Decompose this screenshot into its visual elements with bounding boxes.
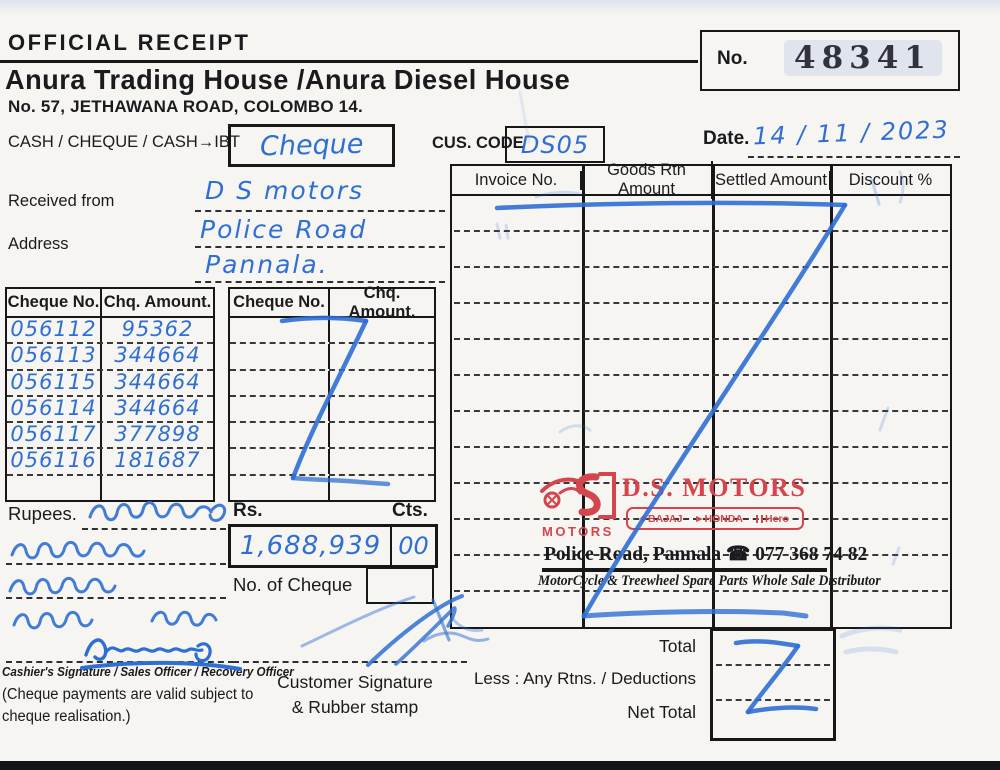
row-line	[454, 410, 948, 412]
cheque-no-value: 056117	[10, 422, 97, 447]
table-row-empty	[230, 318, 434, 344]
totals-row-line	[716, 699, 830, 701]
cheque-table-2-header	[230, 283, 434, 321]
brand-badges	[626, 507, 804, 530]
receipt-number-label: No.	[717, 48, 748, 69]
received-from-handwritten: D S motors	[205, 176, 365, 205]
cheque-no-header: Cheque No.	[230, 289, 330, 316]
date-handwritten: 14 / 11 / 2023	[752, 115, 951, 151]
bajaj-flame-icon	[640, 515, 647, 522]
discount-header: Discount %	[848, 170, 933, 189]
rupees-label: Rupees.	[8, 503, 77, 524]
customer-rubber-stamp-label: & Rubber stamp	[291, 697, 419, 717]
table-row-empty	[230, 371, 434, 397]
cheque-note-line1: (Cheque payments are valid subject to	[2, 686, 254, 703]
ds-motors-logo-icon	[538, 469, 620, 523]
cashier-signature-label: Cashier's Signature / Sales Officer / Recovery Officer	[2, 665, 294, 679]
customer-code-box	[505, 126, 605, 163]
scan-edge-artifact	[0, 0, 1000, 14]
receipt-title: OFFICIAL RECEIPT	[8, 30, 251, 55]
goods-rtn-header: Goods Rtn Amount	[582, 161, 713, 199]
date-label: Date.	[703, 128, 750, 149]
row-line	[454, 446, 948, 448]
table-row	[7, 371, 213, 397]
amount-rupees-handwritten: 1,688,939	[239, 531, 382, 561]
table-row-empty	[230, 423, 434, 449]
cheque-amount-value: 377898	[114, 422, 201, 447]
table-row-empty	[230, 344, 434, 370]
receipt-number-value: 48341	[784, 40, 942, 76]
row-line	[454, 230, 948, 232]
table-row-empty	[7, 476, 213, 500]
stamp-rule	[542, 568, 827, 572]
table-row	[7, 397, 213, 423]
table-row	[7, 344, 213, 370]
date-dashed-line	[748, 156, 960, 158]
rupees-line-4	[6, 661, 234, 663]
table-row-empty	[230, 476, 434, 500]
payment-method-box	[228, 124, 395, 167]
rupees-line-1	[82, 528, 226, 530]
customer-code-handwritten: DS05	[520, 130, 590, 159]
cheque-amount-header: Chq. Amount.	[348, 283, 416, 321]
rupees-line-3	[6, 597, 226, 599]
no-of-cheque-label: No. of Cheque	[233, 574, 353, 595]
amount-box	[228, 524, 438, 568]
cheque-no-value: 056112	[10, 317, 97, 341]
table-row	[7, 449, 213, 475]
dealer-tagline: MotorCycle & Treewheel Spare Parts Whole Sale Distributor	[538, 573, 881, 589]
totals-box	[710, 628, 836, 741]
cheque-amount-value: 95362	[121, 317, 194, 341]
customer-code-label: CUS. CODE	[432, 134, 524, 152]
cheque-note-line2: cheque realisation.)	[2, 708, 131, 725]
cheque-amount-value: 344664	[114, 343, 201, 368]
invoice-table-header	[452, 161, 950, 198]
address-line2-handwritten: Pannala.	[205, 250, 329, 279]
cheque-no-value: 056114	[10, 395, 97, 420]
brand-bajaj: BAJAJ	[648, 512, 683, 525]
row-line	[454, 302, 948, 304]
received-from-label: Received from	[8, 192, 115, 210]
settled-amount-header: Settled Amount	[713, 171, 831, 190]
brand-hero: Hero	[765, 512, 789, 525]
row-line	[454, 266, 948, 268]
totals-row-line	[716, 664, 830, 666]
net-total-label: Net Total	[627, 702, 696, 722]
total-label: Total	[659, 636, 696, 656]
cheque-table-2	[228, 283, 436, 502]
cheque-no-value: 056113	[10, 343, 97, 368]
no-of-cheque-box	[366, 567, 434, 604]
cheque-no-value: 056115	[10, 369, 97, 394]
logo-motors-text: MOTORS	[542, 524, 614, 539]
cheque-amount-value: 181687	[114, 448, 201, 473]
cts-label: Cts.	[392, 500, 428, 521]
payment-method-handwritten: Cheque	[259, 128, 364, 163]
address-line1-handwritten: Police Road	[200, 215, 368, 244]
invoice-no-header: Invoice No.	[452, 171, 582, 190]
hero-mark-icon	[756, 515, 763, 523]
rs-label: Rs.	[233, 500, 263, 521]
less-deductions-label: Less : Any Rtns. / Deductions	[473, 669, 696, 688]
table-row-empty	[230, 449, 434, 475]
customer-signature-label: Customer Signature	[277, 672, 433, 692]
table-row-empty	[230, 397, 434, 423]
payment-method-label: CASH / CHEQUE / CASH→IBT	[8, 133, 240, 151]
receipt-number-box	[700, 30, 960, 91]
received-from-line	[195, 210, 445, 212]
cheque-amount-header: Chq. Amount.	[103, 293, 212, 311]
cheque-no-value: 056116	[10, 448, 97, 473]
customer-signature-line	[233, 661, 467, 663]
row-line	[454, 374, 948, 376]
rupees-line-2	[6, 563, 226, 565]
brand-honda: HONDA	[704, 512, 743, 525]
scan-edge-bottom	[0, 761, 1000, 770]
company-address: No. 57, JETHAWANA ROAD, COLOMBO 14.	[8, 97, 363, 116]
amount-cents-handwritten: 00	[398, 532, 429, 560]
cheque-table-header	[7, 289, 213, 318]
table-row	[7, 318, 213, 344]
title-rule	[0, 60, 698, 63]
dealer-rubber-stamp	[538, 467, 881, 597]
cheque-amount-value: 344664	[114, 395, 201, 420]
address-label: Address	[8, 235, 69, 253]
cheque-no-header: Cheque No.	[7, 289, 102, 316]
dealer-name: D.S. MOTORS	[622, 473, 807, 502]
address-line1-line	[195, 246, 445, 248]
table-row	[7, 423, 213, 449]
cheque-table	[5, 287, 215, 502]
dealer-address-phone: Police Road, Pannala ☎ 077 368 74 82	[544, 544, 868, 565]
company-name: Anura Trading House /Anura Diesel House	[5, 64, 571, 95]
row-line	[454, 338, 948, 340]
honda-wing-icon	[696, 516, 703, 522]
cheque-amount-value: 344664	[114, 369, 201, 394]
